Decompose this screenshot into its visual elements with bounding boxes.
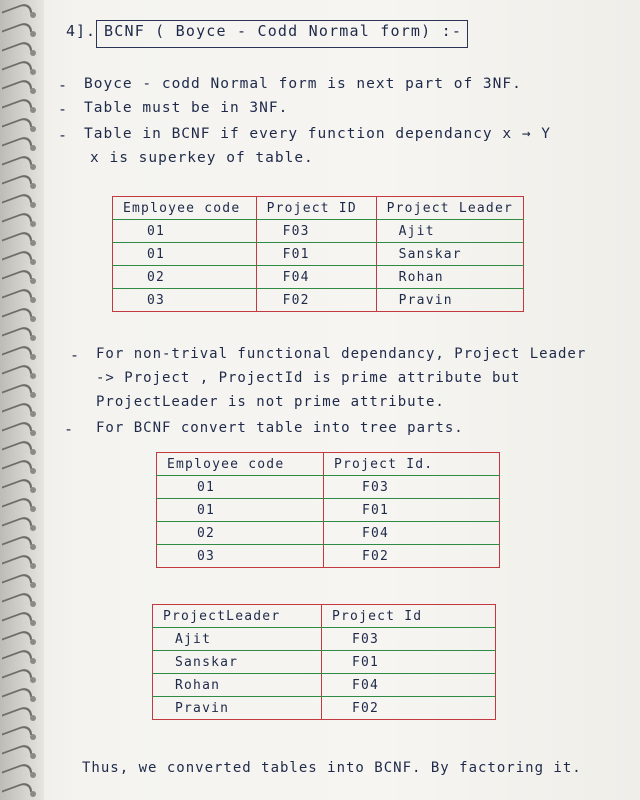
binding-coil (2, 77, 32, 100)
binding-hole (30, 411, 36, 417)
table-row (157, 499, 500, 522)
table-cell: F04 (324, 522, 500, 545)
table-cell: F01 (324, 499, 500, 522)
spiral-binding (0, 0, 44, 800)
binding-hole (30, 221, 36, 227)
binding-coil (2, 115, 32, 138)
binding-hole (30, 658, 36, 664)
binding-hole (30, 164, 36, 170)
conclusion-line: Thus, we converted tables into BCNF. By factoring it. (82, 760, 582, 776)
binding-coil (2, 704, 32, 727)
binding-coil (2, 362, 32, 385)
binding-hole (30, 107, 36, 113)
binding-hole (30, 69, 36, 75)
table-row (113, 266, 524, 289)
binding-coil (2, 590, 32, 613)
binding-hole (30, 696, 36, 702)
table-cell: Pravin (376, 289, 523, 312)
binding-hole (30, 791, 36, 797)
binding-coil (2, 400, 32, 423)
table-row (153, 628, 496, 651)
table-cell: F03 (322, 628, 496, 651)
binding-hole (30, 544, 36, 550)
table-cell: Sanskar (153, 651, 322, 674)
table-cell: F02 (322, 697, 496, 720)
binding-coil (2, 191, 32, 214)
binding-hole (30, 12, 36, 18)
bullet-dash: - (58, 126, 68, 144)
binding-hole (30, 202, 36, 208)
binding-hole (30, 506, 36, 512)
bullet-dash: - (58, 76, 68, 94)
binding-hole (30, 620, 36, 626)
bullet-dash: - (58, 100, 68, 118)
binding-coil (2, 533, 32, 556)
intro-line-3: Table in BCNF if every function dependancy x → Y (84, 126, 552, 142)
column-header: Project Id. (324, 453, 500, 476)
bullet-dash: - (64, 420, 74, 438)
note-line-4: For BCNF convert table into tree parts. (96, 420, 464, 436)
table-cell: 03 (113, 289, 257, 312)
binding-coil (2, 1, 32, 24)
table-row (153, 697, 496, 720)
table-row (157, 522, 500, 545)
table-header-row (153, 605, 496, 628)
binding-coil (2, 229, 32, 252)
binding-coil (2, 666, 32, 689)
binding-hole (30, 31, 36, 37)
binding-coil (2, 685, 32, 708)
binding-coil (2, 134, 32, 157)
binding-coil (2, 628, 32, 651)
binding-hole (30, 373, 36, 379)
binding-coil (2, 248, 32, 271)
table-row (153, 674, 496, 697)
binding-hole (30, 677, 36, 683)
binding-hole (30, 145, 36, 151)
binding-hole (30, 582, 36, 588)
binding-hole (30, 259, 36, 265)
column-header: Project ID (256, 197, 376, 220)
binding-coil (2, 381, 32, 404)
binding-hole (30, 468, 36, 474)
intro-line-1: Boyce - codd Normal form is next part of 3NF. (84, 76, 522, 92)
binding-hole (30, 772, 36, 778)
table-cell: 01 (157, 499, 324, 522)
table-cell: F01 (322, 651, 496, 674)
column-header: Employee code (157, 453, 324, 476)
binding-coil (2, 457, 32, 480)
table-cell: Ajit (153, 628, 322, 651)
table-header-row (113, 197, 524, 220)
table-cell: F02 (324, 545, 500, 568)
binding-hole (30, 297, 36, 303)
table-row (113, 243, 524, 266)
note-line-1: For non-trival functional dependancy, Project Leader (96, 346, 587, 362)
binding-coil (2, 780, 32, 800)
binding-hole (30, 126, 36, 132)
binding-coil (2, 476, 32, 499)
table-row (113, 289, 524, 312)
binding-hole (30, 430, 36, 436)
column-header: Project Id (322, 605, 496, 628)
table-row (157, 476, 500, 499)
binding-hole (30, 449, 36, 455)
binding-coil (2, 571, 32, 594)
bullet-dash: - (70, 346, 80, 364)
binding-coil (2, 39, 32, 62)
binding-coil (2, 647, 32, 670)
table-leader-project (152, 604, 496, 720)
binding-coil (2, 419, 32, 442)
binding-coil (2, 305, 32, 328)
note-line-3: ProjectLeader is not prime attribute. (96, 394, 445, 410)
table-row (157, 545, 500, 568)
binding-hole (30, 88, 36, 94)
binding-coil (2, 514, 32, 537)
table-employee-project (156, 452, 500, 568)
table-cell: 01 (113, 220, 257, 243)
binding-coil (2, 609, 32, 632)
table-cell: F01 (256, 243, 376, 266)
table-cell: 01 (113, 243, 257, 266)
binding-hole (30, 525, 36, 531)
table-cell: F03 (324, 476, 500, 499)
table-cell: Rohan (153, 674, 322, 697)
binding-hole (30, 278, 36, 284)
binding-hole (30, 601, 36, 607)
binding-hole (30, 734, 36, 740)
binding-hole (30, 183, 36, 189)
binding-hole (30, 487, 36, 493)
binding-hole (30, 639, 36, 645)
table-cell: F02 (256, 289, 376, 312)
binding-coil (2, 495, 32, 518)
table-cell: 03 (157, 545, 324, 568)
binding-coil (2, 343, 32, 366)
binding-coil (2, 324, 32, 347)
binding-coil (2, 153, 32, 176)
intro-line-2: Table must be in 3NF. (84, 100, 289, 116)
table-cell: 02 (113, 266, 257, 289)
table-employee-project-leader (112, 196, 524, 312)
binding-hole (30, 392, 36, 398)
column-header: ProjectLeader (153, 605, 322, 628)
binding-coil (2, 742, 32, 765)
table-cell: 01 (157, 476, 324, 499)
note-line-2: -> Project , ProjectId is prime attribute but (96, 370, 521, 386)
binding-coil (2, 20, 32, 43)
section-title: BCNF ( Boyce - Codd Normal form) :- (104, 22, 463, 40)
binding-coil (2, 761, 32, 784)
column-header: Project Leader (376, 197, 523, 220)
binding-hole (30, 354, 36, 360)
section-number: 4]. (66, 22, 97, 40)
table-row (153, 651, 496, 674)
table-cell: 02 (157, 522, 324, 545)
intro-line-4: x is superkey of table. (90, 150, 314, 166)
binding-coil (2, 723, 32, 746)
column-header: Employee code (113, 197, 257, 220)
binding-coil (2, 286, 32, 309)
binding-hole (30, 50, 36, 56)
table-cell: Ajit (376, 220, 523, 243)
binding-hole (30, 563, 36, 569)
table-cell: F04 (322, 674, 496, 697)
binding-hole (30, 715, 36, 721)
table-cell: F04 (256, 266, 376, 289)
binding-hole (30, 240, 36, 246)
table-cell: F03 (256, 220, 376, 243)
binding-coil (2, 552, 32, 575)
table-row (113, 220, 524, 243)
binding-coil (2, 210, 32, 233)
binding-coil (2, 96, 32, 119)
binding-hole (30, 335, 36, 341)
table-cell: Sanskar (376, 243, 523, 266)
binding-hole (30, 753, 36, 759)
binding-coil (2, 58, 32, 81)
binding-hole (30, 316, 36, 322)
table-header-row (157, 453, 500, 476)
binding-coil (2, 267, 32, 290)
binding-coil (2, 172, 32, 195)
table-cell: Pravin (153, 697, 322, 720)
table-cell: Rohan (376, 266, 523, 289)
binding-coil (2, 438, 32, 461)
